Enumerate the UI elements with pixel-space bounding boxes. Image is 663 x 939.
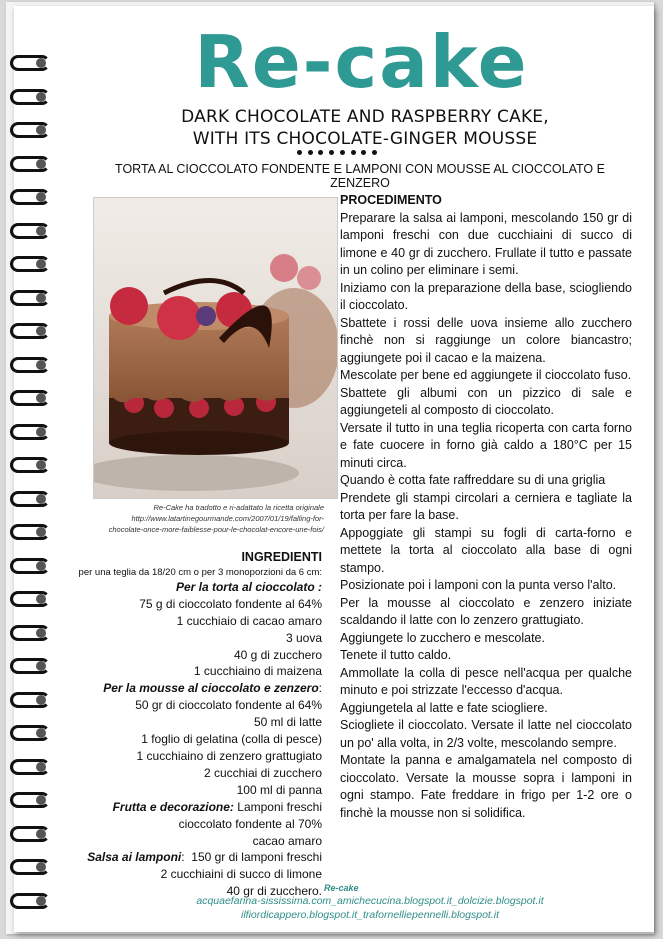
spiral-ring xyxy=(10,823,54,845)
footer-links-line2[interactable]: ilfiordicappero.blogspot.it_trafornelliepennelli.blogspot.it xyxy=(241,909,499,921)
spiral-ring xyxy=(10,421,54,443)
photo-caption: Re-Cake ha tradotto e ri-adattato la ricetta originale http://www.latartinegourmande.com/2007/01/19/falling-for- chocolate-once-more-faiblesse-pour-le-chocolat-encore-une-fois/ xyxy=(70,502,324,535)
ingredient-line: 1 cucchiaino di zenzero grattugiato xyxy=(136,748,322,763)
dotted-divider xyxy=(297,150,377,156)
ingredient-line: 75 g di cioccolato fondente al 64% xyxy=(139,596,322,611)
procedure-step: Tenete il tutto caldo. xyxy=(340,648,452,662)
recipe-title-english: DARK CHOCOLATE AND RASPBERRY CAKE, WITH ITS CHOCOLATE-GINGER MOUSSE xyxy=(181,107,549,149)
spiral-ring xyxy=(10,454,54,476)
spiral-ring xyxy=(10,689,54,711)
procedure-step: Posizionate poi i lamponi con la punta verso l'alto. xyxy=(340,578,617,592)
section-mousse: Per la mousse al cioccolato e zenzero: xyxy=(103,681,322,696)
cake-photo xyxy=(93,197,338,499)
spiral-ring xyxy=(10,555,54,577)
procedure-step: Preparare la salsa ai lamponi, mescolando 150 gr di lamponi freschi con due cucchiaini di succo di limone e 40 gr di zucchero. Frullate il tutto e passate in un colino per eliminare i semi. xyxy=(340,210,632,277)
procedure-step: Prendete gli stampi circolari a cerniera e tagliate la torta per fare la base. xyxy=(340,490,632,522)
ingredient-line: 100 ml di panna xyxy=(236,782,322,797)
source-link[interactable]: http://www.latartinegourmande.com/2007/01/19/falling-for- xyxy=(131,514,324,523)
footer-credits xyxy=(140,884,600,922)
spiral-ring xyxy=(10,153,54,175)
footer-links-line1[interactable]: acquaefarina-sississima.com_amichecucina.blogspot.it_dolcizie.blogspot.it xyxy=(196,895,544,907)
ingredients-heading: INGREDIENTI xyxy=(241,550,322,564)
procedure-step: Quando è cotta fate raffreddare su di una griglia xyxy=(340,473,606,487)
spiral-ring xyxy=(10,488,54,510)
spiral-ring xyxy=(10,86,54,108)
spiral-ring xyxy=(10,119,54,141)
ingredient-line: 1 foglio di gelatina (colla di pesce) xyxy=(141,732,322,747)
spiral-ring xyxy=(10,52,54,74)
procedure-step: Aggiungetela al latte e fate sciogliere. xyxy=(340,700,548,715)
procedure-heading: PROCEDIMENTO xyxy=(340,193,442,207)
section-cake: Per la torta al cioccolato : xyxy=(175,579,322,594)
ingredient-line: cioccolato fondente al 70% xyxy=(178,816,322,831)
spiral-ring xyxy=(10,588,54,610)
ingredient-line: 50 ml di latte xyxy=(253,715,322,730)
ingredient-line: 3 uova xyxy=(285,630,322,645)
ingredient-line: 50 gr di cioccolato fondente al 64% xyxy=(135,698,322,713)
ingredient-line: 1 cucchiaino di maizena xyxy=(193,664,322,679)
spiral-ring xyxy=(10,756,54,778)
procedure-step: Iniziamo con la preparazione della base, sciogliendo il cioccolato. xyxy=(340,280,632,312)
ingredients-subtitle: per una teglia da 18/20 cm o per 3 monoporzioni da 6 cm: xyxy=(78,566,322,578)
spiral-ring xyxy=(10,789,54,811)
spiral-ring xyxy=(10,856,54,878)
ingredient-line: 2 cucchiaini di succo di limone xyxy=(160,867,322,882)
spiral-ring xyxy=(10,722,54,744)
spiral-binding xyxy=(0,0,60,939)
procedure-step: Sbattete i rossi delle uova insieme allo zucchero finchè non si raggiunge un colore biancastro; aggiungete poi il cacao e la maizena. xyxy=(340,315,632,365)
procedure-step: Sciogliete il cioccolato. Versate il latte nel cioccolato un po' alla volta, in 2/3 volte, mescolando sempre. xyxy=(340,718,632,750)
spiral-ring xyxy=(10,186,54,208)
ingredient-line: 1 cucchiaio di cacao amaro xyxy=(176,613,322,628)
procedure-section xyxy=(340,192,632,822)
spiral-ring xyxy=(10,890,54,912)
recipe-title-italian: TORTA AL CIOCCOLATO FONDENTE E LAMPONI CON MOUSSE AL CIOCCOLATO E ZENZERO xyxy=(115,162,605,190)
spiral-ring xyxy=(10,354,54,376)
procedure-step: Versate il tutto in una teglia ricoperta con carta forno e fate cuocere in forno già caldo a 180°C per 15 minuti circa. xyxy=(340,420,632,470)
procedure-step: Montate la panna e amalgamatela nel composto di cioccolato. Versate la mousse sopra i lamponi in ogni stampo. Fate freddare in frigo per 1-2 ore o finchè la mousse non si solidifica. xyxy=(340,753,632,820)
procedure-step: Appoggiate gli stampi su fogli di carta-forno e mettete la torta al cioccolato alla base di ogni stampo. xyxy=(340,525,632,575)
spiral-ring xyxy=(10,287,54,309)
procedure-step: Ammollate la colla di pesce nell'acqua per qualche minuto e poi strizzate l'eccesso d'acqua. xyxy=(340,665,632,697)
procedure-step: Sbattete gli albumi con un pizzico di sale e aggiungeteli al composto di cioccolato. xyxy=(340,385,632,417)
brand-logo: Re-cake xyxy=(194,20,529,104)
ingredient-line: cacao amaro xyxy=(252,833,322,848)
spiral-ring xyxy=(10,253,54,275)
ingredients-section xyxy=(60,549,322,900)
spiral-ring xyxy=(10,320,54,342)
ingredient-line: 40 gr di zucchero. xyxy=(226,884,322,899)
ingredient-line: 40 g di zucchero xyxy=(233,647,322,662)
procedure-step: Aggiungete lo zucchero e mescolate. xyxy=(340,630,545,645)
spiral-ring xyxy=(10,220,54,242)
spiral-ring xyxy=(10,521,54,543)
ingredient-line: 2 cucchiai di zucchero xyxy=(203,765,322,780)
procedure-step: Mescolate per bene ed aggiungete il cioccolato fuso. xyxy=(340,368,632,382)
spiral-ring xyxy=(10,655,54,677)
source-link[interactable]: chocolate-once-more-faiblesse-pour-le-chocolat-encore-une-fois/ xyxy=(108,525,324,534)
section-decoration: Frutta e decorazione: Lamponi freschi xyxy=(112,799,322,814)
procedure-step: Per la mousse al cioccolato e zenzero iniziate scaldando il latte con lo zenzero grattugiato. xyxy=(340,595,632,627)
footer-label: Re-cake xyxy=(324,883,359,893)
section-sauce: Salsa ai lamponi: 150 gr di lamponi freschi xyxy=(87,850,322,865)
spiral-ring xyxy=(10,387,54,409)
spiral-ring xyxy=(10,622,54,644)
